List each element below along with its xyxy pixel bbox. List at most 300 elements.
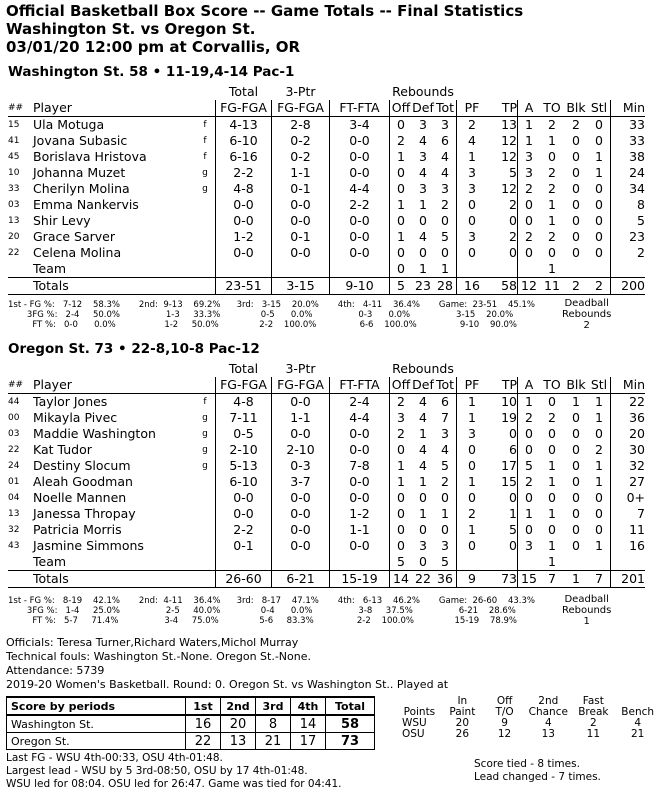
- player-to: 0: [548, 149, 556, 164]
- player-min: 0+: [626, 490, 645, 505]
- player-name: Shir Levy: [33, 213, 91, 228]
- player-num: 33: [8, 184, 20, 194]
- points-h1: In: [457, 695, 468, 707]
- player-fg3: 0-0: [272, 490, 330, 506]
- player-tp: 12: [487, 181, 518, 197]
- player-pf: 3: [468, 229, 476, 244]
- player-tp: 2: [487, 229, 518, 245]
- player-fg3: 0-0: [272, 522, 330, 538]
- player-name: Mikayla Pivec: [33, 410, 118, 425]
- team-row-fg3: [272, 554, 330, 571]
- player-pos: [195, 229, 216, 245]
- player-ft: 1-2: [330, 506, 390, 522]
- points-h2: Break: [578, 706, 609, 718]
- player-a: 0: [525, 426, 533, 441]
- player-min: 16: [629, 538, 645, 553]
- player-off: 0: [397, 245, 405, 260]
- team-row-pf: [457, 261, 488, 278]
- period-percentages: 1st - FG %: 8-19 42.1% 2nd: 4-11 36.4% 3rd: 8-17 47.1% 4th: 6-13 46.2% Game: 26-60 43.3% 3FG %: 1-4 25.0% 2-5 40.0% 0-4 0.0% 3-8 37.5% 6-21 28.6% FT %: 5-7 71.4% 3-4 75.0% 5-6 83.3% 2-2 100.0% 15-19 78.9%: [8, 596, 535, 626]
- player-fg3: 0-2: [272, 149, 330, 165]
- player-def: 4: [419, 394, 427, 409]
- player-fg3: 1-1: [272, 410, 330, 426]
- points-value: 12: [497, 728, 512, 740]
- points-value: 4: [634, 717, 642, 729]
- player-blk: 0: [572, 538, 580, 553]
- player-fg3: 0-0: [272, 394, 330, 411]
- column-header-min: Min: [611, 100, 646, 117]
- column-header-num: ##: [8, 377, 33, 394]
- totals-name: Totals: [33, 571, 195, 588]
- lead-changed: Lead changed - 7 times.: [474, 771, 601, 783]
- player-ft: 0-0: [330, 213, 390, 229]
- column-header-a: A: [518, 100, 541, 117]
- player-fg3: 0-0: [272, 197, 330, 213]
- player-ft: 1-1: [330, 522, 390, 538]
- player-off: 3: [397, 410, 405, 425]
- player-stl: 2: [588, 442, 611, 458]
- team-row-to: 1: [548, 261, 556, 276]
- group-header-spacer: [457, 361, 646, 377]
- player-pf: 1: [468, 522, 476, 537]
- player-def: 4: [419, 133, 427, 148]
- player-a: 3: [525, 165, 533, 180]
- player-pos: f: [195, 394, 216, 411]
- player-tot: 4: [434, 165, 457, 181]
- player-row: [8, 197, 645, 213]
- player-name: Jovana Subasic: [33, 133, 128, 148]
- column-header-fg3: FG-FGA: [272, 100, 330, 117]
- player-off: 0: [397, 181, 405, 196]
- column-header-tp: TP: [487, 100, 518, 117]
- totals-ft: 9-10: [330, 278, 390, 295]
- team-title: Oregon St. 73 • 22-8,10-8 Pac-12: [8, 341, 260, 357]
- column-header-a: A: [518, 377, 541, 394]
- periods-header-total: Total: [326, 697, 375, 715]
- player-blk: 2: [572, 117, 580, 132]
- player-tot: 3: [434, 117, 457, 134]
- player-to: 2: [548, 117, 556, 132]
- player-blk: 0: [572, 133, 580, 148]
- totals-pf: 9: [457, 571, 488, 588]
- officials: Officials: Teresa Turner,Richard Waters,Michol Murray: [6, 636, 299, 649]
- player-def: 3: [419, 117, 427, 132]
- totals-min: 201: [611, 571, 646, 588]
- player-row: [8, 426, 645, 442]
- periods-team: Washington St.: [7, 715, 186, 733]
- player-fg: 5-13: [216, 458, 272, 474]
- team-row-a: [518, 554, 541, 571]
- player-ft: 0-0: [330, 165, 390, 181]
- player-a: 1: [525, 394, 533, 409]
- player-to: 0: [548, 522, 556, 537]
- player-a: 0: [525, 197, 533, 212]
- periods-header-row: [7, 697, 375, 715]
- player-min: 27: [629, 474, 645, 489]
- player-name: Taylor Jones: [33, 394, 108, 409]
- column-header-tot: Tot: [434, 377, 457, 394]
- player-tp: 0: [487, 213, 518, 229]
- player-tot: 7: [434, 410, 457, 426]
- player-min: 33: [629, 133, 645, 148]
- team-row-def: 0: [419, 554, 427, 569]
- player-num: 41: [8, 136, 20, 146]
- player-min: 32: [629, 458, 645, 473]
- player-stl: 0: [588, 426, 611, 442]
- team-row-to: 1: [548, 554, 556, 569]
- periods-header-2nd: 2nd: [221, 697, 256, 715]
- periods-header-1st: 1st: [186, 697, 221, 715]
- player-ft: 3-4: [330, 117, 390, 134]
- attendance: Attendance: 5739: [6, 664, 105, 677]
- player-ft: 0-0: [330, 474, 390, 490]
- player-row: [8, 394, 645, 411]
- player-num: 13: [8, 509, 20, 519]
- player-name: Cherilyn Molina: [33, 181, 130, 196]
- player-ft: 0-0: [330, 229, 390, 245]
- player-a: 2: [525, 181, 533, 196]
- team-row-pos: [195, 261, 216, 278]
- player-ft: 2-2: [330, 197, 390, 213]
- player-min: 22: [629, 394, 645, 409]
- totals-a: 12: [518, 278, 541, 295]
- points-h1: 2nd: [538, 695, 559, 707]
- player-fg3: 0-3: [272, 458, 330, 474]
- points-value: 11: [586, 728, 601, 740]
- player-a: 0: [525, 442, 533, 457]
- player-blk: 0: [572, 245, 580, 260]
- report-title: Official Basketball Box Score -- Game Totals -- Final Statistics: [6, 2, 524, 20]
- player-def: 1: [419, 474, 427, 489]
- team-row-stl: [588, 554, 611, 571]
- player-tot: 2: [434, 474, 457, 490]
- player-def: 4: [419, 165, 427, 180]
- player-blk: 0: [572, 181, 580, 196]
- player-name: Celena Molina: [33, 245, 122, 260]
- totals-fg: 26-60: [216, 571, 272, 588]
- column-header-fg: FG-FGA: [216, 377, 272, 394]
- team-row-fg: [216, 261, 272, 278]
- player-to: 2: [548, 410, 556, 425]
- player-off: 0: [397, 506, 405, 521]
- totals-to: 7: [540, 571, 564, 588]
- points-h1: Fast: [582, 695, 604, 707]
- player-def: 1: [419, 426, 427, 441]
- player-to: 0: [548, 426, 556, 441]
- group-header-spacer: [330, 84, 390, 100]
- player-def: 4: [419, 229, 427, 244]
- player-name: Emma Nankervis: [33, 197, 139, 212]
- largest-lead: Largest lead - WSU by 5 3rd-08:50, OSU by 17 4th-01:48.: [6, 765, 308, 777]
- player-ft: 0-0: [330, 490, 390, 506]
- player-ft: 0-0: [330, 133, 390, 149]
- player-stl: 0: [588, 245, 611, 261]
- player-pf: 4: [468, 133, 476, 148]
- player-pos: [195, 538, 216, 554]
- player-off: 1: [397, 474, 405, 489]
- player-fg: 0-5: [216, 426, 272, 442]
- column-header-tot: Tot: [434, 100, 457, 117]
- box-score-table: [8, 84, 645, 295]
- player-off: 1: [397, 197, 405, 212]
- team-row: [8, 261, 645, 278]
- points-header-row-2: [398, 707, 660, 718]
- player-row: [8, 442, 645, 458]
- group-header-cell: Total: [228, 84, 259, 99]
- player-stl: 1: [588, 394, 611, 411]
- player-pf: 3: [468, 165, 476, 180]
- column-header-ft: FT-FTA: [330, 377, 390, 394]
- points-value: 2: [589, 717, 597, 729]
- player-blk: 0: [572, 410, 580, 425]
- player-pos: f: [195, 149, 216, 165]
- player-num: 00: [8, 413, 20, 423]
- player-num: 03: [8, 429, 20, 439]
- player-ft: 0-0: [330, 442, 390, 458]
- column-header-to: TO: [540, 100, 564, 117]
- player-a: 0: [525, 213, 533, 228]
- player-tp: 2: [487, 197, 518, 213]
- team-row-name: Team: [33, 261, 67, 276]
- player-fg: 6-10: [216, 133, 272, 149]
- player-row: [8, 181, 645, 197]
- player-fg: 4-13: [216, 117, 272, 134]
- column-header-to: TO: [540, 377, 564, 394]
- player-def: 4: [419, 442, 427, 457]
- player-ft: 0-0: [330, 149, 390, 165]
- player-row: [8, 245, 645, 261]
- player-a: 5: [525, 458, 533, 473]
- column-header-pf: PF: [457, 100, 488, 117]
- player-pos: [195, 213, 216, 229]
- player-tot: 0: [434, 490, 457, 506]
- player-fg3: 3-7: [272, 474, 330, 490]
- player-row: [8, 490, 645, 506]
- player-off: 2: [397, 426, 405, 441]
- team-row-tot: 1: [434, 261, 457, 278]
- player-tot: 3: [434, 538, 457, 554]
- player-tot: 0: [434, 213, 457, 229]
- group-header-cell: 3-Ptr: [285, 361, 316, 376]
- player-stl: 0: [588, 490, 611, 506]
- player-pos: f: [195, 133, 216, 149]
- player-tp: 15: [487, 474, 518, 490]
- player-blk: 0: [572, 197, 580, 212]
- player-pos: [195, 506, 216, 522]
- team-row-num: [8, 554, 33, 571]
- totals-off: 14: [390, 571, 413, 588]
- player-name: Maddie Washington: [33, 426, 156, 441]
- periods-header-4th: 4th: [291, 697, 326, 715]
- player-num: 45: [8, 152, 20, 162]
- player-fg3: 0-1: [272, 181, 330, 197]
- period-score: 14: [291, 715, 326, 733]
- player-pos: g: [195, 181, 216, 197]
- player-min: 38: [629, 149, 645, 164]
- last-fg: Last FG - WSU 4th-00:33, OSU 4th-01:48.: [6, 752, 223, 764]
- player-fg3: 0-0: [272, 213, 330, 229]
- column-header-min: Min: [611, 377, 646, 394]
- period-total: 58: [326, 715, 375, 733]
- player-tp: 0: [487, 426, 518, 442]
- player-min: 23: [629, 229, 645, 244]
- player-off: 2: [397, 133, 405, 148]
- player-def: 0: [419, 490, 427, 505]
- player-min: 5: [637, 213, 645, 228]
- player-stl: 0: [588, 522, 611, 538]
- player-blk: 0: [572, 442, 580, 457]
- player-tot: 5: [434, 458, 457, 474]
- player-blk: 0: [572, 506, 580, 521]
- player-row: [8, 149, 645, 165]
- group-header-spacer: [457, 84, 646, 100]
- player-num: 03: [8, 200, 20, 210]
- player-min: 33: [629, 117, 645, 132]
- player-pf: 0: [468, 490, 476, 505]
- player-off: 1: [397, 229, 405, 244]
- player-num: 22: [8, 248, 20, 258]
- points-team: OSU: [402, 728, 425, 740]
- player-name: Johanna Muzet: [33, 165, 126, 180]
- player-num: 01: [8, 477, 20, 487]
- totals-to: 11: [540, 278, 564, 295]
- column-header-fg3: FG-FGA: [272, 377, 330, 394]
- player-pos: g: [195, 426, 216, 442]
- team-row-num: [8, 261, 33, 278]
- player-a: 1: [525, 133, 533, 148]
- player-pos: [195, 197, 216, 213]
- points-h2: Points: [403, 706, 436, 718]
- player-name: Ula Motuga: [33, 117, 105, 132]
- totals-def: 23: [412, 278, 434, 295]
- points-value: 4: [544, 717, 552, 729]
- game-notes: [6, 636, 448, 692]
- points-team: WSU: [402, 717, 427, 729]
- totals-pos: [195, 571, 216, 588]
- technical-fouls: Technical fouls: Washington St.-None. Oregon St.-None.: [6, 650, 312, 663]
- player-def: 1: [419, 506, 427, 521]
- player-fg: 2-10: [216, 442, 272, 458]
- team-row-fg3: [272, 261, 330, 278]
- player-stl: 1: [588, 458, 611, 474]
- team-row-tp: [487, 261, 518, 278]
- player-pf: 1: [468, 149, 476, 164]
- player-tp: 0: [487, 245, 518, 261]
- group-header-cell: Total: [228, 361, 259, 376]
- report-header: [6, 2, 523, 56]
- team-row-blk: [564, 261, 588, 278]
- player-to: 0: [548, 394, 556, 409]
- player-num: 44: [8, 397, 20, 407]
- player-blk: 0: [572, 522, 580, 537]
- player-stl: 1: [588, 165, 611, 181]
- player-fg: 0-0: [216, 506, 272, 522]
- player-fg3: 0-1: [272, 229, 330, 245]
- player-fg: 6-10: [216, 474, 272, 490]
- points-breakdown-table: [398, 696, 660, 740]
- column-header-blk: Blk: [564, 100, 588, 117]
- player-pf: 3: [468, 181, 476, 196]
- team-row-tot: 5: [434, 554, 457, 571]
- periods-row-osu: [7, 733, 375, 750]
- period-score: 13: [221, 733, 256, 750]
- group-header-row: [8, 84, 645, 100]
- totals-fg3: 6-21: [272, 571, 330, 588]
- player-pos: g: [195, 458, 216, 474]
- player-pf: 0: [468, 538, 476, 553]
- player-row: [8, 522, 645, 538]
- team-row-ft: [330, 261, 390, 278]
- points-h2: T/O: [495, 706, 514, 718]
- player-off: 2: [397, 394, 405, 409]
- column-header-num: ##: [8, 100, 33, 117]
- player-to: 2: [548, 181, 556, 196]
- team-row-ft: [330, 554, 390, 571]
- totals-num: [8, 571, 33, 588]
- player-off: 1: [397, 149, 405, 164]
- player-name: Aleah Goodman: [33, 474, 133, 489]
- periods-row-wsu: [7, 715, 375, 733]
- player-fg: 0-0: [216, 490, 272, 506]
- points-row-wsu: [398, 718, 660, 729]
- player-tot: 6: [434, 394, 457, 411]
- player-a: 3: [525, 149, 533, 164]
- player-row: [8, 474, 645, 490]
- player-name: Jasmine Simmons: [33, 538, 144, 553]
- player-min: 7: [637, 506, 645, 521]
- column-header-row: [8, 377, 645, 394]
- column-header-stl: Stl: [588, 100, 611, 117]
- team-row-def: 1: [419, 261, 427, 276]
- player-stl: 0: [588, 117, 611, 134]
- period-score: 8: [256, 715, 291, 733]
- totals-fg: 23-51: [216, 278, 272, 295]
- points-h1: Off: [496, 695, 513, 707]
- box-score-table: [8, 361, 645, 588]
- player-tp: 1: [487, 506, 518, 522]
- period-total: 73: [326, 733, 375, 750]
- player-fg: 0-1: [216, 538, 272, 554]
- player-blk: 0: [572, 229, 580, 244]
- player-row: [8, 165, 645, 181]
- totals-def: 22: [412, 571, 434, 588]
- player-blk: 0: [572, 426, 580, 441]
- player-min: 34: [629, 181, 645, 196]
- player-tp: 17: [487, 458, 518, 474]
- periods-team: Oregon St.: [7, 733, 186, 750]
- player-stl: 0: [588, 197, 611, 213]
- player-stl: 1: [588, 538, 611, 554]
- column-header-blk: Blk: [564, 377, 588, 394]
- player-blk: 0: [572, 213, 580, 228]
- player-a: 0: [525, 522, 533, 537]
- player-a: 2: [525, 474, 533, 489]
- totals-stl: 7: [588, 571, 611, 588]
- player-def: 3: [419, 181, 427, 196]
- player-tp: 6: [487, 442, 518, 458]
- player-row: [8, 117, 645, 134]
- team-row-tp: [487, 554, 518, 571]
- points-h2: Bench: [621, 706, 655, 718]
- column-header-pf: PF: [457, 377, 488, 394]
- player-pos: f: [195, 117, 216, 134]
- player-fg: 0-0: [216, 213, 272, 229]
- player-tp: 19: [487, 410, 518, 426]
- player-fg: 7-11: [216, 410, 272, 426]
- team-row-a: [518, 261, 541, 278]
- column-header-def: Def: [412, 100, 434, 115]
- deadball-rebounds: Deadball Rebounds 1: [562, 594, 612, 627]
- player-fg3: 1-1: [272, 165, 330, 181]
